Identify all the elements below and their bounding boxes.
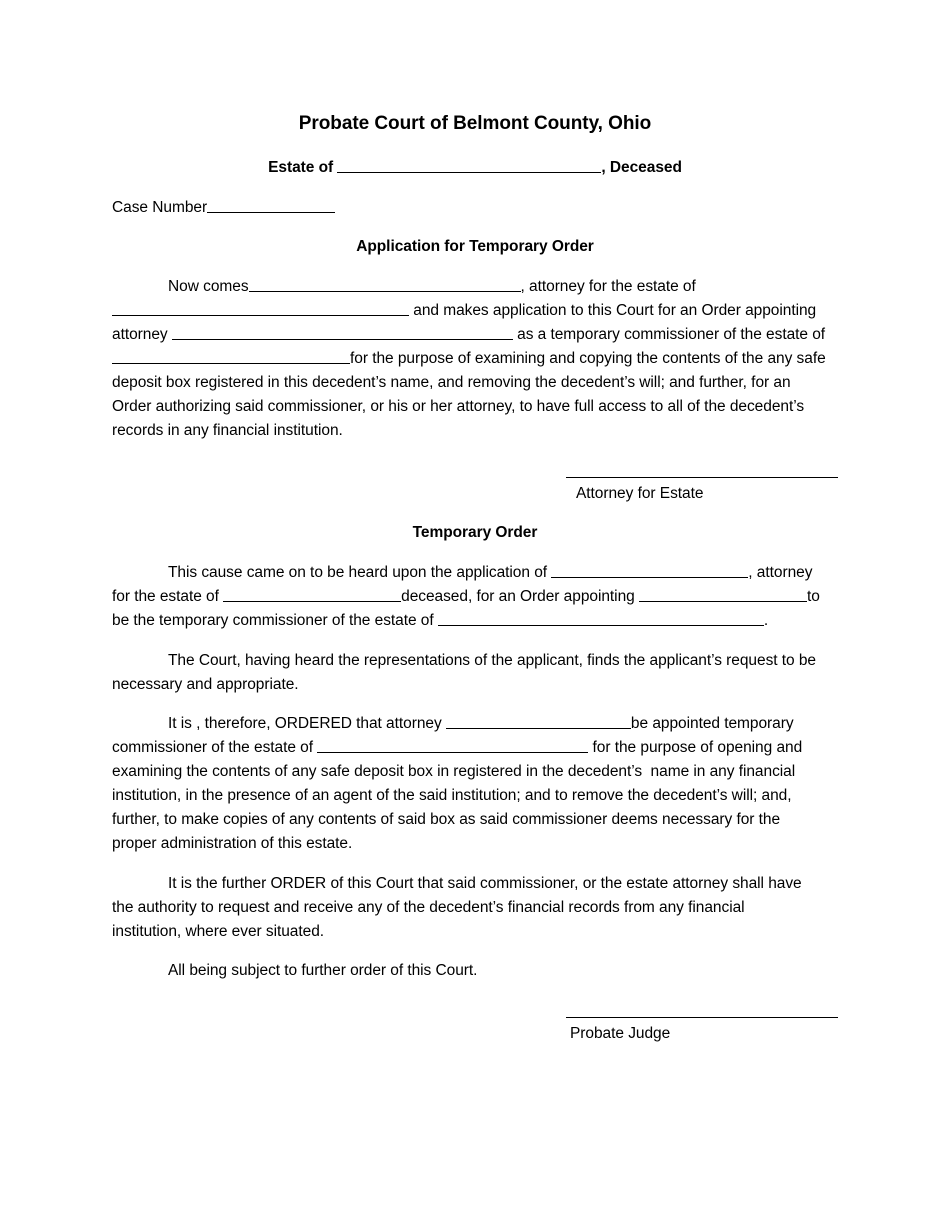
order-estate-blank[interactable] bbox=[223, 585, 401, 602]
order-p1-line-1 bbox=[168, 561, 812, 585]
order-p3-line-6: proper administration of this estate. bbox=[112, 835, 353, 852]
decedent-estate-blank[interactable] bbox=[112, 347, 350, 364]
estate-name-blank[interactable] bbox=[337, 156, 601, 173]
applicant-name-blank[interactable] bbox=[551, 561, 748, 578]
order-p4-line-2: the authority to request and receive any of the decedent’s financial records from any financial bbox=[112, 899, 745, 916]
attorney-signature-line[interactable] bbox=[566, 477, 838, 478]
text-be-appointed: be appointed temporary bbox=[630, 715, 794, 732]
estate-line bbox=[0, 156, 950, 180]
application-line-7: records in any financial institution. bbox=[112, 422, 343, 439]
document-title: Probate Court of Belmont County, Ohio bbox=[298, 113, 652, 134]
order-p4-line-3: institution, where ever situated. bbox=[112, 923, 325, 940]
application-line-3 bbox=[112, 323, 825, 347]
application-line-1 bbox=[168, 275, 696, 299]
order-p3-line-2 bbox=[112, 736, 802, 760]
attorney-name-blank[interactable] bbox=[249, 275, 521, 292]
text-purpose-opening: for the purpose of opening and bbox=[588, 739, 803, 756]
attorney-signature-label: Attorney for Estate bbox=[576, 485, 704, 502]
text-temporary-commissioner-of: be the temporary commissioner of the estate of bbox=[112, 612, 438, 629]
text-attorney: attorney bbox=[112, 326, 172, 343]
case-number-line bbox=[112, 196, 335, 220]
ordered-estate-blank[interactable] bbox=[317, 736, 588, 753]
text-to: to bbox=[806, 588, 820, 605]
order-p3-line-3: examining the contents of any safe deposit box in registered in the decedent’s name in any financial bbox=[112, 763, 796, 780]
text-attorney-for-estate: , attorney for the estate of bbox=[520, 278, 696, 295]
text-cause-heard: This cause came on to be heard upon the application of bbox=[168, 564, 552, 581]
application-line-4 bbox=[112, 347, 826, 371]
text-makes-application: and makes application to this Court for an Order appointing bbox=[409, 302, 817, 319]
commissioner-attorney-blank[interactable] bbox=[172, 323, 513, 340]
estate-of-blank[interactable] bbox=[112, 299, 409, 316]
order-p5-line-1: All being subject to further order of this Court. bbox=[168, 962, 478, 979]
application-line-6: Order authorizing said commissioner, or his or her attorney, to have full access to all of the decedent’s bbox=[112, 398, 805, 415]
order-p2-line-2: necessary and appropriate. bbox=[112, 676, 299, 693]
case-number-blank[interactable] bbox=[207, 196, 335, 213]
text-now-comes: Now comes bbox=[168, 278, 249, 295]
order-heading: Temporary Order bbox=[412, 524, 538, 541]
order-p1-line-3 bbox=[112, 609, 768, 633]
case-number-label: Case Number bbox=[112, 199, 208, 216]
text-ordered-attorney: It is , therefore, ORDERED that attorney bbox=[168, 715, 446, 732]
judge-signature-line[interactable] bbox=[566, 1017, 838, 1018]
order-p2-line-1: The Court, having heard the representations of the applicant, finds the applicant’s request to be bbox=[168, 652, 817, 669]
text-attorney-suffix: , attorney bbox=[748, 564, 813, 581]
judge-signature-label: Probate Judge bbox=[570, 1025, 671, 1042]
order-p3-line-1 bbox=[168, 712, 794, 736]
text-temporary-commissioner: as a temporary commissioner of the estate of bbox=[512, 326, 826, 343]
estate-prefix: Estate of bbox=[268, 159, 338, 176]
order-commissioner-estate-blank[interactable] bbox=[438, 609, 764, 626]
text-commissioner-of-estate: commissioner of the estate of bbox=[112, 739, 318, 756]
order-p4-line-1: It is the further ORDER of this Court that said commissioner, or the estate attorney shall have bbox=[168, 875, 802, 892]
application-line-2 bbox=[112, 299, 816, 323]
order-p1-line-2 bbox=[112, 585, 820, 609]
appointee-blank[interactable] bbox=[639, 585, 807, 602]
text-period: . bbox=[763, 612, 769, 629]
order-p3-line-4: institution, in the presence of an agent of the said institution; and to remove the decedent’s will; and, bbox=[112, 787, 792, 804]
application-heading: Application for Temporary Order bbox=[356, 238, 594, 255]
order-p3-line-5: further, to make copies of any contents of said box as said commissioner deems necessary for the bbox=[112, 811, 781, 828]
ordered-attorney-blank[interactable] bbox=[446, 712, 631, 729]
application-line-5: deposit box registered in this decedent’s name, and removing the decedent’s will; and further, for an bbox=[112, 374, 791, 391]
estate-suffix: , Deceased bbox=[601, 159, 682, 176]
text-deceased-appointing: deceased, for an Order appointing bbox=[401, 588, 639, 605]
text-for-estate-of: for the estate of bbox=[112, 588, 224, 605]
text-purpose-examining: for the purpose of examining and copying the contents of the any safe bbox=[350, 350, 826, 367]
